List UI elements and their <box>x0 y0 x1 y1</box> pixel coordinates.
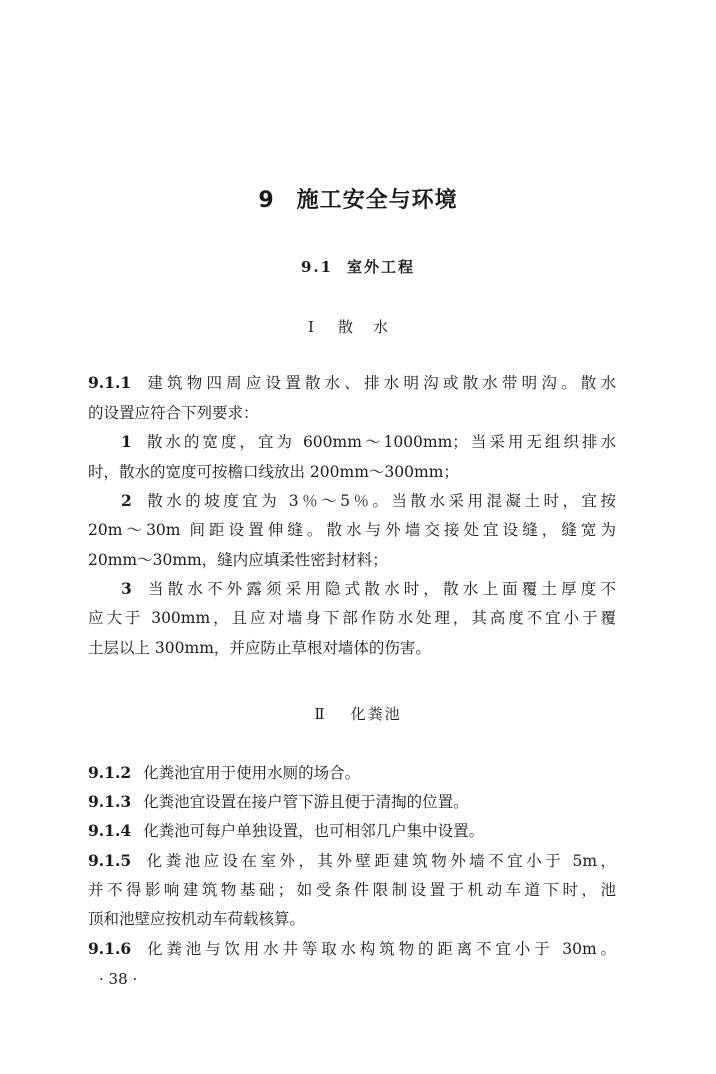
item-text: 散水的坡度宜为 3％～5％。当散水采用混凝土时，宜按 <box>143 492 616 510</box>
clause-number: 9.1.5 <box>88 851 132 870</box>
clause-text: 并不得影响建筑物基础；如受条件限制设置于机动车道下时，池 <box>88 881 616 899</box>
item-2-line-1 <box>121 489 616 513</box>
item-text: 土层以上 300mm，并应防止草根对墙体的伤害。 <box>88 639 431 657</box>
item-2-line-3 <box>88 548 616 572</box>
item-number: 3 <box>121 579 132 598</box>
item-text: 应大于 300mm，且应对墙身下部作防水处理，其高度不宜小于覆 <box>88 609 616 627</box>
item-1-line-1 <box>121 430 616 454</box>
clause-text: 化粪池宜设置在接户管下游且便于清掏的位置。 <box>143 793 469 811</box>
clause-9-1-1-line-1 <box>88 371 616 395</box>
clause-text: 化粪池应设在室外，其外壁距建筑物外墙不宜小于 5m， <box>143 852 616 870</box>
clause-9-1-2 <box>88 761 616 785</box>
item-text: 散水的宽度，宜为 600mm～1000mm；当采用无组织排水 <box>143 433 616 451</box>
clause-number: 9.1.3 <box>88 792 132 811</box>
item-text: 当散水不外露须采用隐式散水时，散水上面覆土厚度不 <box>143 580 616 598</box>
clause-text: 顶和池壁应按机动车荷载核算。 <box>88 910 306 928</box>
clause-9-1-4 <box>88 819 616 843</box>
section-title: 室外工程 <box>347 258 416 276</box>
clause-number: 9.1.4 <box>88 821 132 840</box>
item-number: 2 <box>121 491 132 510</box>
clause-9-1-5-line-1 <box>88 849 616 873</box>
item-3-line-1 <box>121 577 616 601</box>
section-number: 9.1 <box>300 258 334 276</box>
item-3-line-3 <box>88 636 616 660</box>
clause-9-1-5-line-3 <box>88 907 616 931</box>
chapter-title: 施工安全与环境 <box>296 188 458 213</box>
clause-text: 化粪池可每户单独设置，也可相邻几户集中设置。 <box>143 822 485 840</box>
clause-number: 9.1.2 <box>88 763 132 782</box>
item-text: 20mm～30mm，缝内应填柔性密封材料； <box>88 551 388 569</box>
item-text: 时，散水的宽度可按檐口线放出 200mm～300mm； <box>88 463 459 481</box>
clause-number: 9.1.6 <box>88 939 132 958</box>
item-1-line-2 <box>88 460 616 484</box>
clause-9-1-1-line-2 <box>88 401 616 425</box>
clause-number: 9.1.1 <box>88 373 132 392</box>
subsection-numeral: Ⅰ <box>308 318 314 336</box>
subsection-title: 化粪池 <box>350 705 402 723</box>
item-number: 1 <box>121 432 132 451</box>
subsection-heading-2 <box>0 703 716 724</box>
subsection-heading-1 <box>0 316 716 337</box>
clause-text: 化粪池宜用于使用水厕的场合。 <box>143 764 361 782</box>
item-2-line-2 <box>88 518 616 542</box>
clause-text: 的设置应符合下列要求： <box>88 404 259 422</box>
item-text: 20m～30m 间距设置伸缝。散水与外墙交接处宜设缝，缝宽为 <box>88 521 616 539</box>
item-3-line-2 <box>88 606 616 630</box>
clause-9-1-3 <box>88 790 616 814</box>
clause-9-1-6 <box>88 937 616 961</box>
section-heading <box>0 256 716 277</box>
clause-9-1-5-line-2 <box>88 878 616 902</box>
chapter-number: 9 <box>258 188 275 213</box>
clause-text: 化粪池与饮用水井等取水构筑物的距离不宜小于 30m。 <box>143 940 616 958</box>
subsection-title: 散水 <box>337 318 408 336</box>
page-number: · 38 · <box>99 970 138 988</box>
chapter-heading <box>0 183 716 214</box>
clause-text: 建筑物四周应设置散水、排水明沟或散水带明沟。散水 <box>143 374 616 392</box>
subsection-numeral: Ⅱ <box>314 705 327 723</box>
